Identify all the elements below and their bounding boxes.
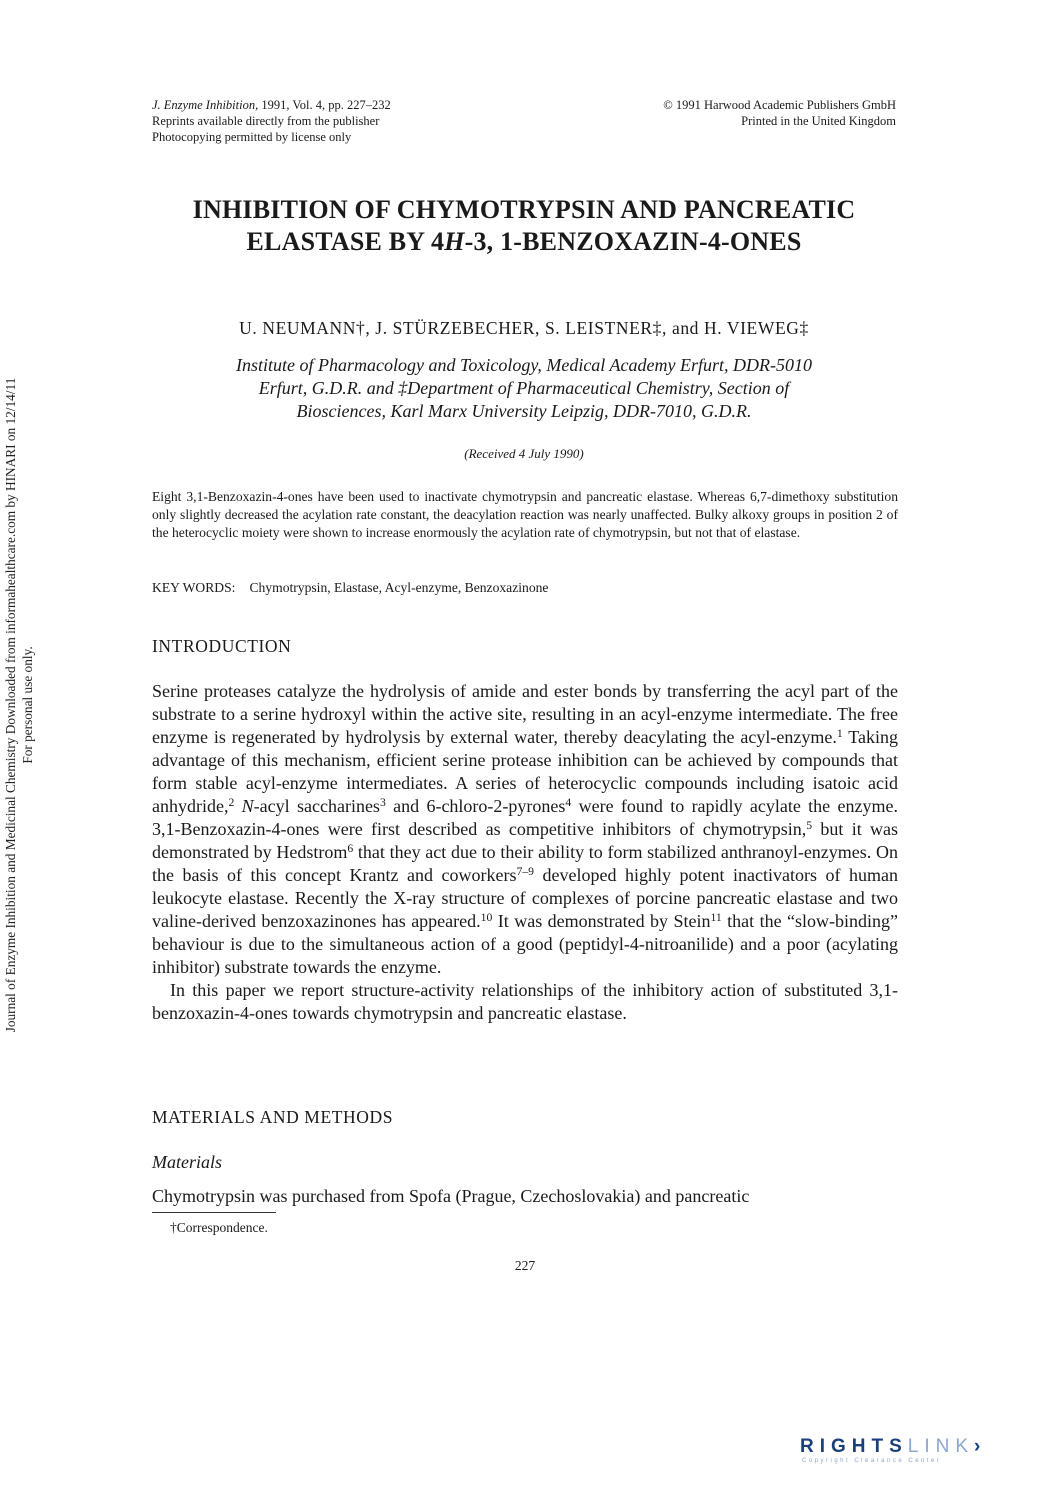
- keywords: [152, 580, 898, 596]
- keywords-list: Chymotrypsin, Elastase, Acyl-enzyme, Benzoxazinone: [249, 580, 549, 595]
- rightslink-arrow-icon: ›: [974, 1436, 987, 1457]
- section-heading-introduction: INTRODUCTION: [152, 636, 292, 656]
- copyright-line: © 1991 Harwood Academic Publishers GmbH: [663, 98, 896, 112]
- printed-line: Printed in the United Kingdom: [741, 114, 896, 128]
- keywords-label: KEY WORDS:: [152, 580, 236, 595]
- materials-text: Chymotrypsin was purchased from Spofa (Prague, Czechoslovakia) and pancreatic: [152, 1186, 750, 1206]
- abstract: Eight 3,1-Benzoxazin-4-ones have been used to inactivate chymotrypsin and pancreatic elastase. Whereas 6,7-dimethoxy substitution only slightly decreased the acylation rate constant, the deacylation reaction was nearly unaffected. Bulky alkoxy groups in position 2 of the heterocyclic moiety were shown to increase enormously the acylation rate of chymotrypsin, but not that of elastase.: [152, 489, 898, 540]
- reprints-note: Reprints available directly from the publisher: [152, 114, 380, 128]
- download-stamp-line1: Journal of Enzyme Inhibition and Medicinal Chemistry Downloaded from informahealthcare.com by HINARI on 12/14/11: [3, 377, 18, 1033]
- journal-citation-line: J. Enzyme Inhibition, 1991, Vol. 4, pp. 227–232: [152, 98, 391, 112]
- journal-citation: [152, 97, 472, 145]
- received-date: (Received 4 July 1990): [464, 446, 584, 461]
- introduction-paragraph-2: In this paper we report structure-activity relationships of the inhibitory action of substituted 3,1-benzoxazin-4-ones towards chymotrypsin and pancreatic elastase.: [152, 980, 898, 1023]
- rightslink-logo-light: LINK: [907, 1436, 975, 1457]
- affiliations: Institute of Pharmacology and Toxicology, Medical Academy Erfurt, DDR-5010 Erfurt, G.D.R. and ‡Department of Pharmaceutical Chemistry, Section of Biosciences, Karl Marx University Leipzig, DDR-7010, G.D.R.: [236, 355, 812, 421]
- download-stamp-line2: For personal use only.: [20, 646, 35, 764]
- footnote-rule: [152, 1212, 276, 1213]
- subsection-heading-materials: Materials: [152, 1152, 222, 1172]
- article-title: INHIBITION OF CHYMOTRYPSIN AND PANCREATIC ELASTASE BY 4H-3, 1-BENZOXAZIN-4-ONES: [192, 195, 856, 256]
- photocopy-note: Photocopying permitted by license only: [152, 130, 352, 144]
- rightslink-logo-bold: RIGHTS: [800, 1436, 908, 1457]
- page-number: 227: [514, 1258, 536, 1273]
- footnote: †Correspondence.: [170, 1220, 268, 1235]
- publisher-info: [560, 97, 896, 129]
- section-heading-materials-methods: MATERIALS AND METHODS: [152, 1107, 394, 1127]
- author-list: U. NEUMANN†, J. STÜRZEBECHER, S. LEISTNER‡, and H. VIEWEG‡: [239, 318, 809, 338]
- rightslink-tagline: Copyright Clearance Center: [802, 1458, 942, 1464]
- introduction-paragraph-1: Serine proteases catalyze the hydrolysis of amide and ester bonds by transferring the acyl part of the substrate to a serine hydroxyl within the active site, resulting in an acyl-enzyme intermediate. The free enzyme is regenerated by hydrolysis by external water, thereby deacylating the acyl-enzyme.$^1$ Taking advantage of this mechanism, efficient serine protease inhibition can be achieved by compounds that form stable acyl-enzyme intermediates. A series of heterocyclic compounds including isatoic acid anhydride,$^2$ N-acyl saccharines$^3$ and 6-chloro-2-pyrones$^4$ were found to rapidly acylate the enzyme. 3,1-Benzoxazin-4-ones were first described as competitive inhibitors of chymotrypsin,$^5$ but it was demonstrated by Hedstrom$^6$ that they act due to their ability to form stabilized anthranoyl-enzymes. On the basis of this concept Krantz and coworkers$^{7-9}$ developed highly potent inactivators of human leukocyte elastase. Recently the X-ray structure of complexes of porcine pancreatic elastase and two valine-derived benzoxazinones has appeared.$^{10}$ It was demonstrated by Stein$^{11}$ that the “slow-binding” behaviour is due to the simultaneous action of a good (peptidyl-4-nitroanilide) and a poor (acylating inhibitor) substrate towards the enzyme.: [152, 681, 899, 977]
- introduction-body: [152, 680, 898, 1025]
- rightslink-logo: [800, 1436, 1030, 1476]
- download-stamp: [2, 250, 46, 1160]
